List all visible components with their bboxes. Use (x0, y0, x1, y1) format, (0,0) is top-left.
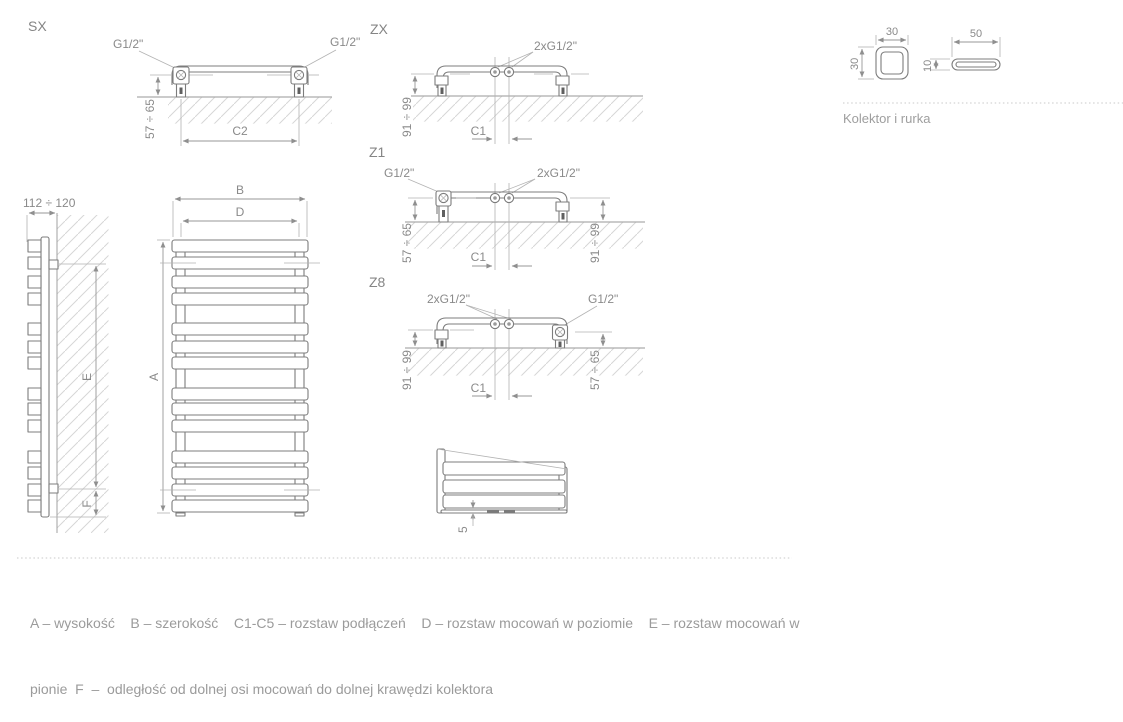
front-b-label: B (235, 183, 245, 197)
zx-depth-label: 91 ÷ 99 (400, 97, 414, 137)
z1-spacing-label: C1 (470, 250, 486, 264)
bracket-left (173, 67, 189, 97)
bracket-right-with-connector (553, 325, 568, 348)
profiles-caption: Kolektor i rurka (843, 111, 931, 126)
detail-view (437, 449, 567, 533)
tube-height-label: 10 (922, 59, 934, 72)
z8-connection-center-label: 2xG1/2" (427, 292, 470, 306)
sx-depth-label: 57 ÷ 65 (143, 99, 157, 139)
wall-hatch (407, 223, 643, 249)
z8-spacing-label: C1 (470, 381, 486, 395)
collector-side (41, 237, 49, 517)
legend (30, 568, 800, 722)
leader-line (563, 306, 597, 326)
wall-bracket-top (49, 260, 58, 269)
front-a-label: A (147, 372, 161, 382)
side-f-label: F (80, 500, 94, 508)
zx-title: ZX (370, 21, 388, 37)
tube-ends-side (28, 240, 41, 512)
wall-hatch (413, 97, 643, 122)
tubes (172, 240, 308, 512)
bracket-left-with-connector (436, 191, 451, 222)
leader-line (139, 51, 177, 69)
detail-gap-label: 5 (456, 526, 470, 533)
side-e-label: E (80, 372, 94, 382)
collector-profile (849, 26, 908, 79)
z1-title: Z1 (369, 144, 386, 160)
tube-profile (922, 28, 1000, 72)
leader-line (499, 179, 535, 193)
profiles (843, 26, 1123, 126)
leader-line (408, 179, 441, 193)
wall-hatch (407, 349, 643, 376)
side-view (23, 196, 109, 533)
tubes (443, 462, 565, 508)
z1-connection-center-label: 2xG1/2" (537, 166, 580, 180)
sx-title: SX (28, 18, 47, 34)
sx-connection-left-label: G1/2" (113, 37, 144, 51)
diagram-sx (28, 18, 360, 146)
z8-depth-right-label: 57 ÷ 65 (588, 350, 602, 390)
leader-line (466, 305, 497, 319)
wall-hatch (168, 98, 332, 124)
diagram-z1 (369, 144, 645, 270)
side-depth-label: 112 ÷ 120 (23, 196, 76, 210)
sx-connection-right-label: G1/2" (330, 35, 361, 49)
z1-depth-left-label: 57 ÷ 65 (400, 223, 414, 263)
diagram-zx (370, 21, 643, 144)
z1-depth-right-label: 91 ÷ 99 (588, 223, 602, 263)
leader-line (512, 179, 535, 193)
collector-top-view (172, 66, 308, 85)
bracket-right (556, 202, 569, 222)
bracket-left (435, 330, 448, 348)
wall-bracket-bottom (49, 484, 58, 493)
z8-depth-left-label: 91 ÷ 99 (400, 350, 414, 390)
legend-line-1: A – wysokość B – szerokość C1-C5 – rozstaw podłączeń D – rozstaw mocowań w poziomie E – rozstaw mocowań w (30, 615, 800, 631)
bracket-right (291, 67, 307, 97)
bracket-right (556, 76, 569, 96)
tube-width-label: 50 (969, 28, 983, 40)
z8-title: Z8 (369, 274, 386, 290)
front-d-label: D (235, 205, 245, 219)
legend-line-2: pionie F – odległość od dolnej osi mocowań do dolnej krawędzi kolektora (30, 681, 494, 697)
diagram-z8 (369, 274, 645, 400)
collector-top-view (437, 318, 567, 344)
sx-spacing-label: C2 (232, 124, 248, 138)
radiator-body (160, 240, 320, 516)
front-view (147, 183, 320, 516)
square-height-label: 30 (849, 57, 861, 70)
z1-connection-left-label: G1/2" (384, 166, 415, 180)
square-width-label: 30 (885, 26, 899, 38)
collector-top-view (437, 66, 567, 88)
collector-top-view (437, 192, 567, 214)
zx-spacing-label: C1 (470, 124, 486, 138)
leader-line (466, 305, 511, 319)
z8-connection-right-label: G1/2" (588, 292, 619, 306)
zx-connection-center-label: 2xG1/2" (534, 39, 577, 53)
leader-line (303, 50, 336, 68)
